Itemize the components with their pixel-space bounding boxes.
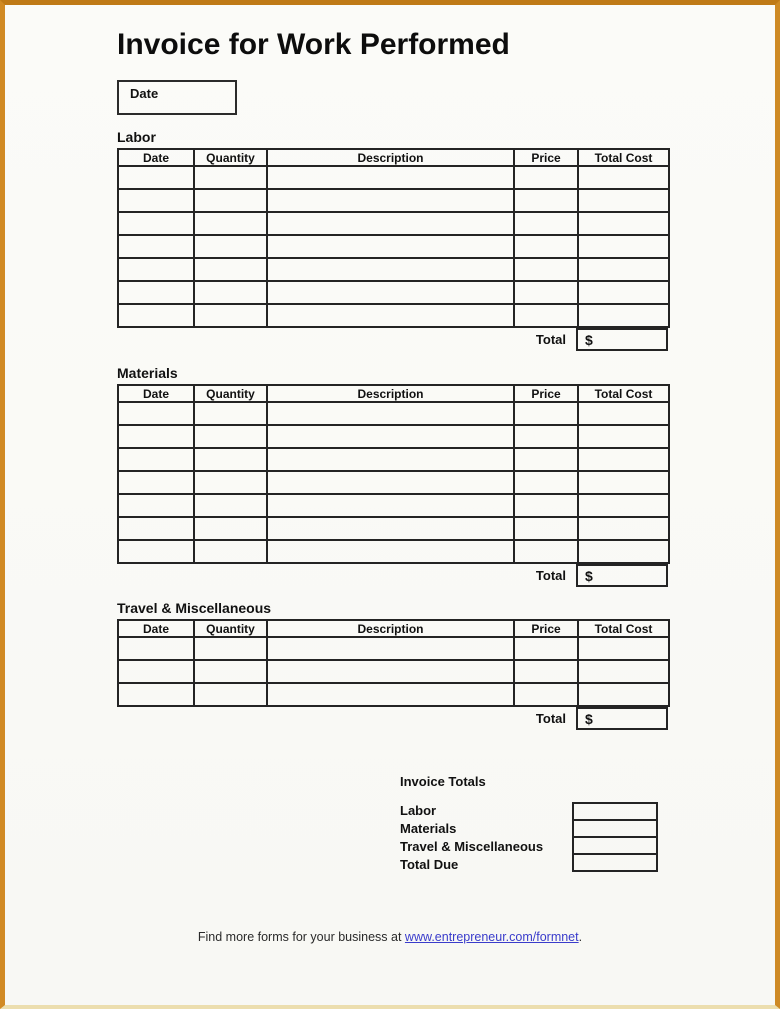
table-cell[interactable] [578,258,669,281]
totals-label-travel-misc: Travel & Miscellaneous [400,839,544,854]
table-row [118,683,669,706]
travel-misc-table [117,619,670,707]
date-label: Date [130,86,159,101]
table-cell[interactable] [267,448,514,471]
totals-label-labor: Labor [400,803,437,818]
footer-text: Find more forms for your business at [197,930,405,944]
table-cell[interactable] [514,471,578,494]
table-cell[interactable] [578,517,669,540]
table-cell[interactable] [514,281,578,304]
table-cell[interactable] [194,517,267,540]
table-cell[interactable] [514,448,578,471]
travel-misc-table-header [118,620,669,637]
table-cell[interactable] [514,494,578,517]
table-row [118,660,669,683]
invoice-totals-heading: Invoice Totals [400,774,486,789]
table-cell[interactable] [267,258,514,281]
labor-table [117,148,670,328]
table-cell[interactable] [267,235,514,258]
materials-total-field[interactable] [576,564,668,587]
col-header-total-cost: Total Cost [578,149,669,166]
labor-total-label: Total [535,332,566,347]
table-row [118,189,669,212]
travel-misc-heading: Travel & Miscellaneous [117,600,272,616]
table-cell[interactable] [118,281,194,304]
totals-label-materials: Materials [400,821,457,836]
table-cell[interactable] [267,304,514,327]
page-title: Invoice for Work Performed [117,28,510,61]
table-cell[interactable] [194,402,267,425]
col-header-total-cost: Total Cost [578,620,669,637]
date-field[interactable] [117,80,237,115]
table-cell[interactable] [578,494,669,517]
table-cell[interactable] [194,471,267,494]
table-cell[interactable] [267,637,514,660]
table-cell[interactable] [118,448,194,471]
labor-heading: Labor [117,129,156,145]
table-cell[interactable] [194,212,267,235]
currency-symbol: $ [585,710,593,727]
table-cell[interactable] [578,189,669,212]
formnet-link[interactable]: www.entrepreneur.com/formnet [404,930,579,944]
table-cell[interactable] [578,540,669,563]
currency-symbol: $ [585,567,593,584]
table-row [118,471,669,494]
table-row [118,281,669,304]
table-row [118,166,669,189]
table-cell[interactable] [514,637,578,660]
materials-table [117,384,670,564]
table-row [118,304,669,327]
table-row [118,448,669,471]
invoice-totals-boxes [572,802,658,874]
table-cell[interactable] [194,235,267,258]
table-row [118,637,669,660]
invoice-totals-labels [400,802,572,874]
page-content [5,5,775,874]
header-row [118,149,669,166]
table-cell[interactable] [578,425,669,448]
col-header-description: Description [267,149,514,166]
table-cell[interactable] [118,471,194,494]
labor-table-header [118,149,669,166]
table-cell[interactable] [578,471,669,494]
table-cell[interactable] [267,425,514,448]
table-cell[interactable] [267,212,514,235]
table-cell[interactable] [118,304,194,327]
table-cell[interactable] [578,212,669,235]
table-cell[interactable] [578,448,669,471]
materials-heading: Materials [117,365,178,381]
col-header-description: Description [267,385,514,402]
table-cell[interactable] [578,402,669,425]
table-cell[interactable] [194,425,267,448]
table-cell[interactable] [194,494,267,517]
table-cell[interactable] [194,189,267,212]
invoice-totals-grid [400,802,668,874]
table-cell[interactable] [194,281,267,304]
col-header-description: Description [267,620,514,637]
col-header-date: Date [118,149,194,166]
section-materials [117,365,775,587]
footer [5,930,775,944]
table-cell[interactable] [578,660,669,683]
table-cell[interactable] [267,471,514,494]
table-cell[interactable] [194,258,267,281]
table-cell[interactable] [514,683,578,706]
table-cell[interactable] [578,281,669,304]
invoice-totals [400,774,668,874]
table-cell[interactable] [267,494,514,517]
labor-total-row [117,328,668,351]
table-cell[interactable] [578,637,669,660]
table-row [118,235,669,258]
col-header-price: Price [514,385,578,402]
table-cell[interactable] [194,166,267,189]
section-labor [117,129,775,351]
table-cell[interactable] [267,189,514,212]
table-cell[interactable] [267,281,514,304]
table-cell[interactable] [118,540,194,563]
table-cell[interactable] [118,166,194,189]
table-cell[interactable] [578,304,669,327]
table-row [118,212,669,235]
col-header-quantity: Quantity [194,620,267,637]
table-cell[interactable] [514,304,578,327]
table-cell[interactable] [578,166,669,189]
col-header-price: Price [514,620,578,637]
table-cell[interactable] [514,235,578,258]
table-cell[interactable] [514,166,578,189]
materials-total-label: Total [535,568,566,583]
table-cell[interactable] [514,540,578,563]
table-cell[interactable] [267,517,514,540]
materials-table-header [118,385,669,402]
table-cell[interactable] [514,189,578,212]
col-header-quantity: Quantity [194,385,267,402]
table-cell[interactable] [118,402,194,425]
table-cell[interactable] [118,258,194,281]
table-cell[interactable] [194,540,267,563]
travel-misc-total-label: Total [535,711,566,726]
table-cell[interactable] [118,235,194,258]
table-cell[interactable] [118,683,194,706]
currency-symbol: $ [585,331,593,348]
col-header-total-cost: Total Cost [578,385,669,402]
table-row [118,425,669,448]
labor-total-field[interactable] [576,328,668,351]
table-cell[interactable] [118,212,194,235]
table-cell[interactable] [514,402,578,425]
totals-field-total-due[interactable] [572,853,658,872]
table-cell[interactable] [514,258,578,281]
col-header-quantity: Quantity [194,149,267,166]
header-row [118,620,669,637]
table-cell[interactable] [267,402,514,425]
table-row [118,402,669,425]
table-cell[interactable] [194,637,267,660]
table-cell[interactable] [194,448,267,471]
table-row [118,494,669,517]
table-cell[interactable] [514,660,578,683]
table-cell[interactable] [194,683,267,706]
table-cell[interactable] [514,517,578,540]
table-cell[interactable] [118,425,194,448]
table-cell[interactable] [118,494,194,517]
table-row [118,258,669,281]
col-header-price: Price [514,149,578,166]
col-header-date: Date [118,620,194,637]
table-cell[interactable] [514,425,578,448]
table-cell[interactable] [118,189,194,212]
header-row [118,385,669,402]
table-cell[interactable] [578,683,669,706]
table-cell[interactable] [118,517,194,540]
table-cell[interactable] [194,304,267,327]
table-cell[interactable] [514,212,578,235]
section-travel-misc [117,600,775,730]
col-header-date: Date [118,385,194,402]
table-cell[interactable] [267,540,514,563]
table-row [118,517,669,540]
table-cell[interactable] [578,235,669,258]
totals-label-total-due: Total Due [400,857,459,872]
table-cell[interactable] [118,637,194,660]
table-cell[interactable] [267,683,514,706]
travel-misc-total-field[interactable] [576,707,668,730]
table-cell[interactable] [267,166,514,189]
table-cell[interactable] [267,660,514,683]
table-cell[interactable] [118,660,194,683]
table-row [118,540,669,563]
materials-total-row [117,564,668,587]
table-cell[interactable] [194,660,267,683]
travel-misc-total-row [117,707,668,730]
footer-period: . [578,930,583,944]
